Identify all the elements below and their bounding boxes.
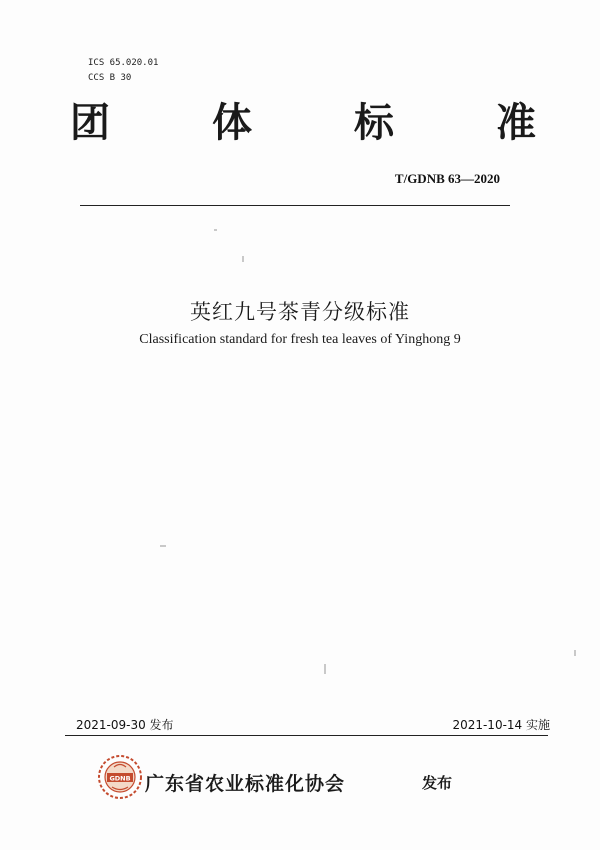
classification-codes [88,56,158,86]
document-type-heading [60,98,550,148]
ics-code: ICS 65.020.01 [88,58,159,68]
publisher-action: 发布 [422,774,453,792]
seal-text: GDNB [109,774,131,783]
scan-speck [574,650,576,656]
scan-speck [160,545,166,547]
title-chinese: 英红九号茶青分级标准 [190,300,410,324]
document-type-char: 准 [496,100,536,146]
document-type-char: 标 [354,100,394,146]
footer-divider [65,735,548,736]
scan-speck [242,256,244,262]
scan-speck [214,229,217,231]
implementation-date: 2021-10-14 实施 [452,718,550,732]
document-type-char: 团 [70,100,110,146]
header-divider [80,205,510,206]
association-seal-logo [97,754,143,800]
document-type-char: 体 [212,100,252,146]
ccs-code: CCS B 30 [88,73,132,83]
standard-number: T/GDNB 63—2020 [394,171,500,186]
publisher-name: 广东省农业标准化协会 [145,773,346,795]
title-english: Classification standard for fresh tea leaves of Yinghong 9 [139,332,461,347]
publication-date: 2021-09-30 发布 [76,718,174,732]
scan-speck [324,664,326,674]
